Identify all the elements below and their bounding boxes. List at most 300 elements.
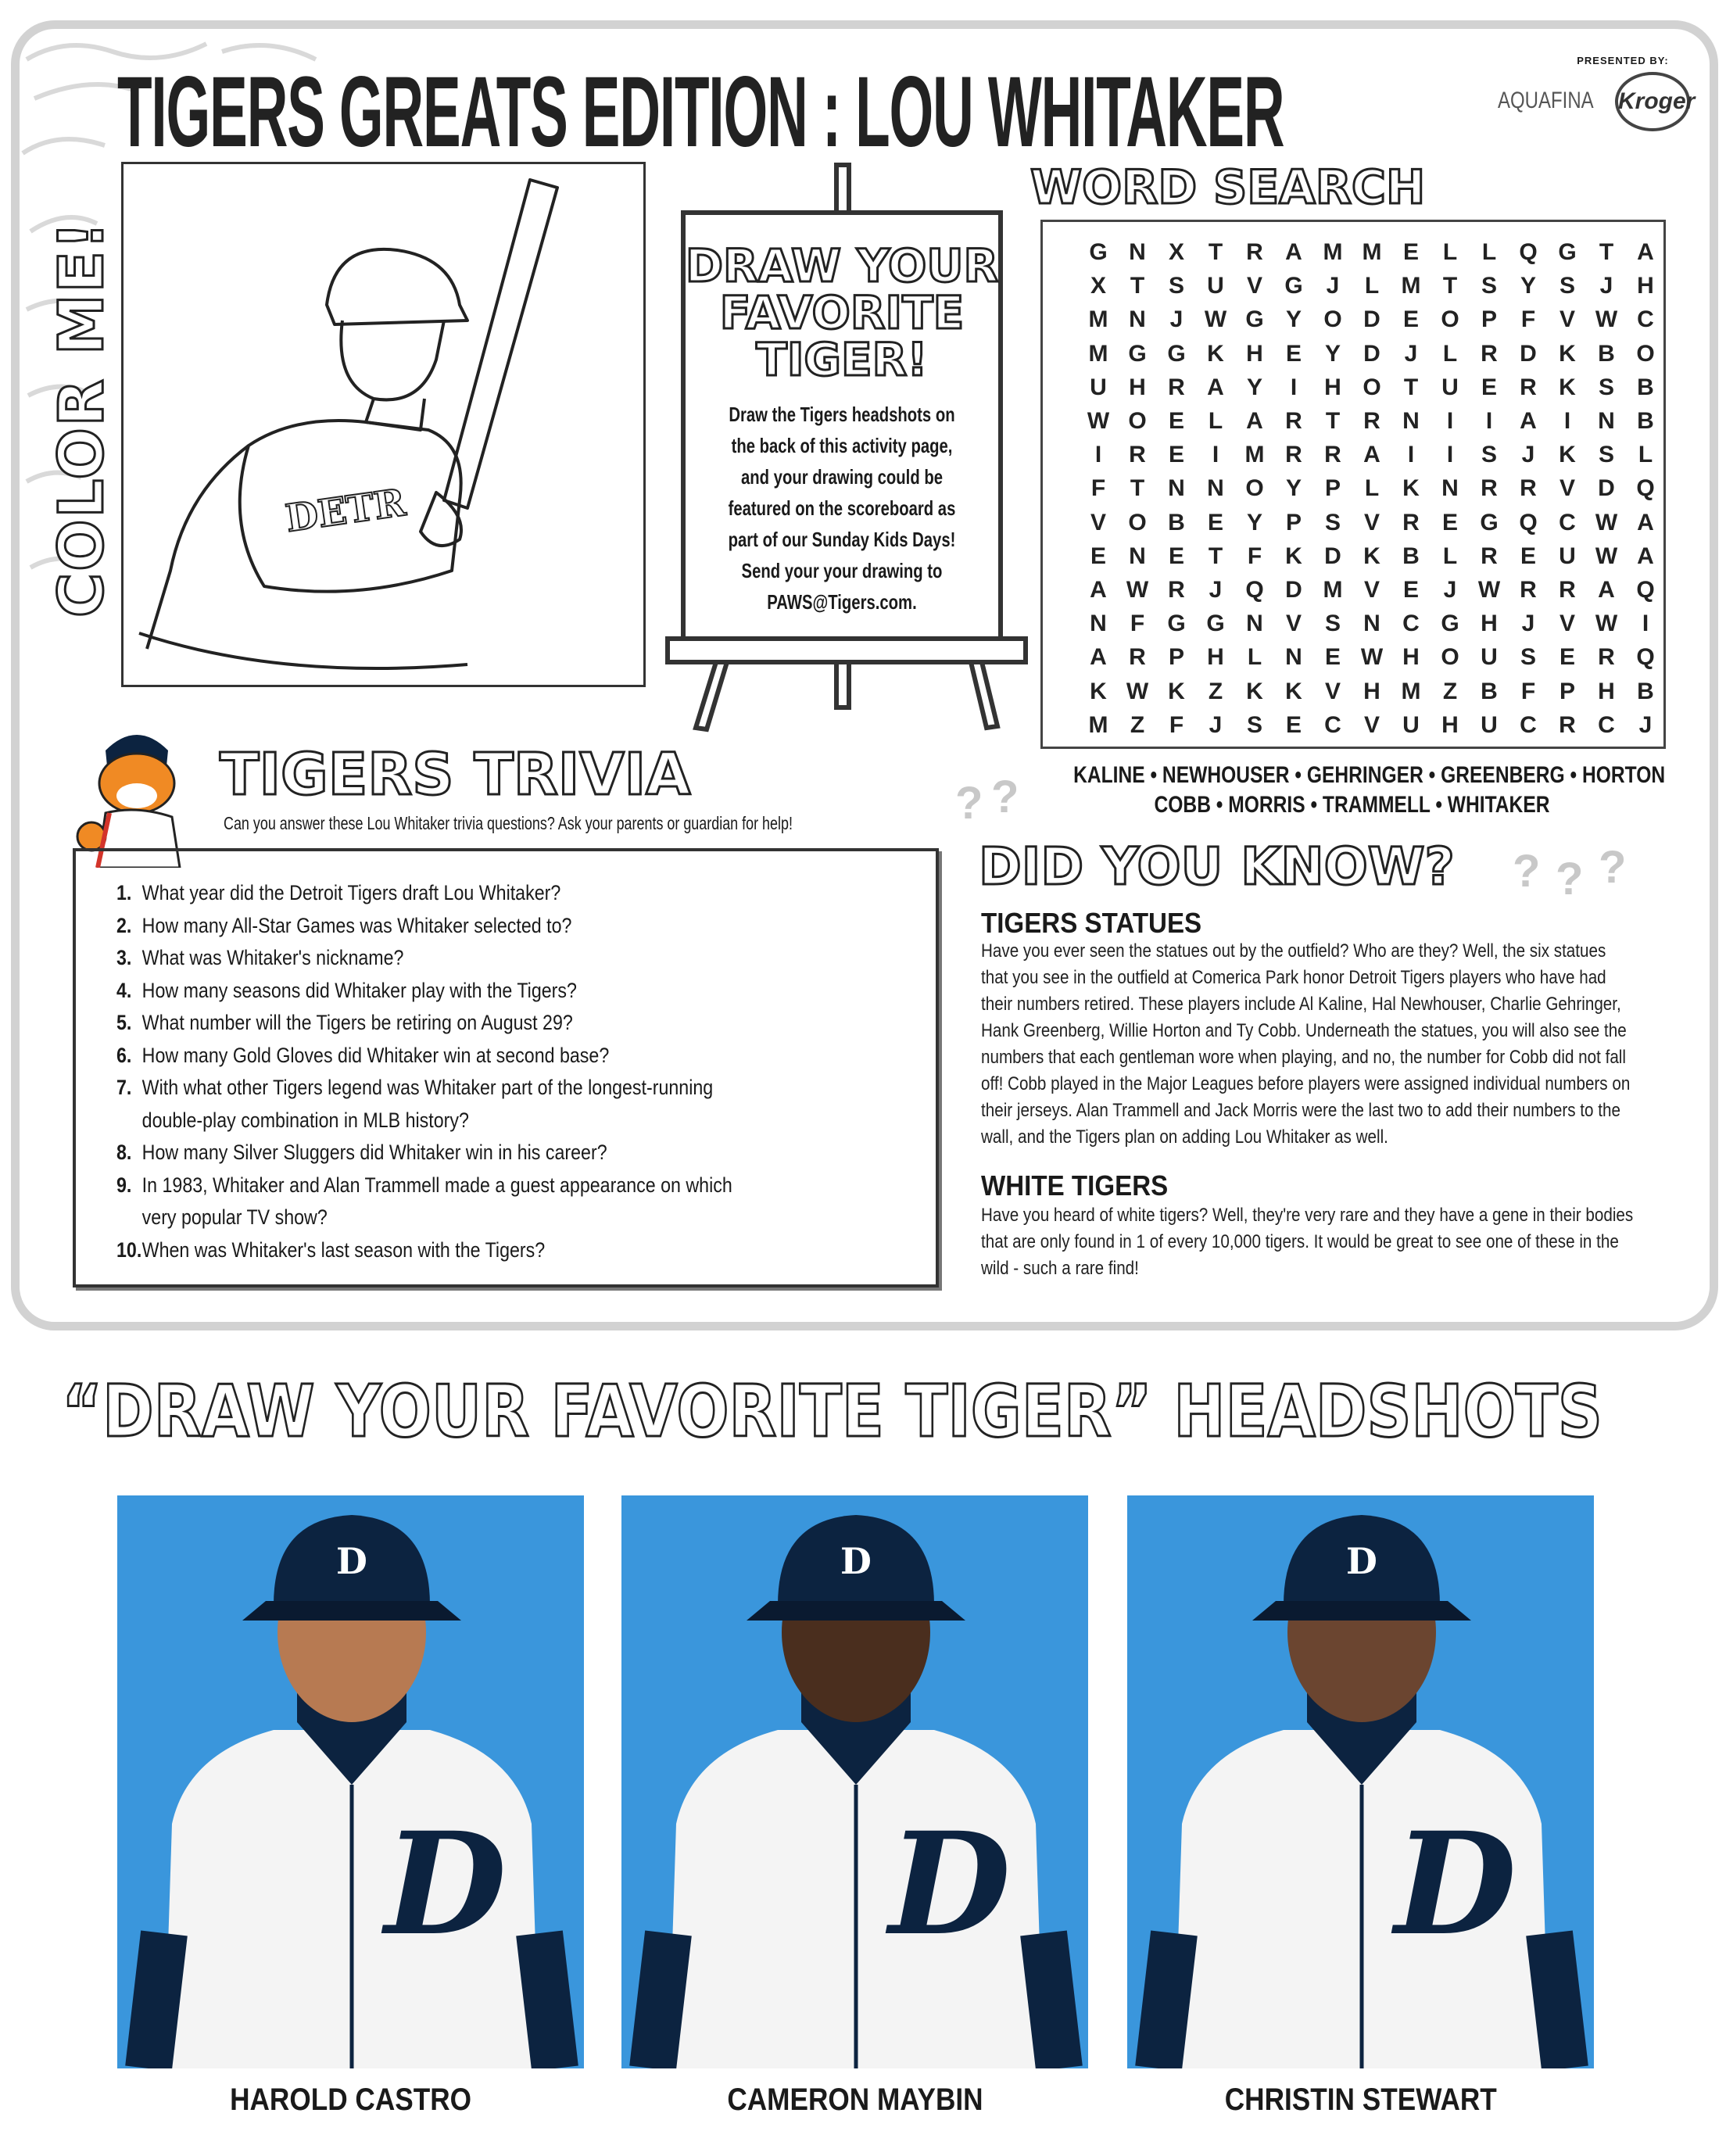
grid-letter: K	[1402, 475, 1420, 502]
grid-letter: E	[1090, 543, 1106, 569]
word-search-grid	[1040, 220, 1666, 749]
jersey-text: DETR	[282, 481, 409, 541]
grid-letter: E	[1520, 543, 1536, 569]
grid-letter: R	[1324, 442, 1341, 468]
grid-letter: P	[1168, 644, 1184, 671]
question-number: 2.	[116, 913, 132, 937]
grid-letter: W	[1595, 306, 1618, 333]
grid-letter: H	[1363, 678, 1380, 704]
easel-text-line: and your drawing could be	[740, 465, 944, 489]
player-headshot-photo	[1127, 1495, 1594, 2068]
grid-letter: L	[1442, 239, 1458, 265]
grid-letter: A	[1637, 509, 1654, 535]
grid-letter: K	[1207, 340, 1224, 367]
grid-letter: W	[1126, 577, 1149, 603]
grid-letter: L	[1364, 273, 1380, 299]
grid-letter: Y	[1285, 475, 1302, 502]
grid-letter: Y	[1246, 374, 1262, 400]
question-number: 10.	[116, 1237, 142, 1262]
grid-letter: L	[1247, 644, 1262, 671]
grid-letter: A	[1637, 239, 1654, 265]
grid-letter: L	[1481, 239, 1497, 265]
grid-letter: N	[1598, 408, 1615, 434]
grid-letter: N	[1207, 475, 1224, 502]
trivia-question	[116, 1141, 607, 1165]
paragraph-line: wild - such a rare find!	[981, 1258, 1139, 1279]
question-mark-icon: ?	[1599, 842, 1627, 893]
grid-letter: B	[1637, 408, 1654, 434]
grid-letter: S	[1598, 374, 1614, 400]
grid-letter: D	[1363, 306, 1380, 333]
grid-letter: E	[1402, 577, 1419, 603]
trivia-question	[116, 1205, 328, 1230]
grid-letter: D	[1520, 340, 1537, 367]
grid-letter: R	[1481, 475, 1498, 502]
grid-letter: E	[1402, 306, 1419, 333]
paragraph-line: that you see in the outfield at Comerica Park honor Detroit Tigers players who have had	[981, 967, 1606, 988]
grid-letter: M	[1088, 340, 1108, 367]
grid-letter: J	[1209, 577, 1223, 603]
trivia-question	[116, 1238, 545, 1262]
question-text: What was Whitaker's nickname?	[141, 946, 404, 969]
grid-letter: R	[1559, 711, 1576, 738]
question-text: In 1983, Whitaker and Alan Trammell made a guest appearance on which	[141, 1173, 732, 1197]
word-list-line	[1008, 762, 1696, 789]
grid-letter: A	[1207, 374, 1224, 400]
question-number: 5.	[116, 1011, 132, 1034]
grid-letter: Y	[1246, 509, 1262, 535]
grid-letter: J	[1521, 611, 1535, 637]
grid-letter: J	[1169, 306, 1183, 333]
grid-letter: O	[1363, 374, 1381, 400]
grid-letter: N	[1168, 475, 1185, 502]
svg-text:D: D	[1346, 1540, 1377, 1582]
grid-letter: C	[1520, 711, 1537, 738]
grid-letter: T	[1130, 475, 1145, 502]
grid-letter: R	[1481, 543, 1498, 569]
grid-letter: L	[1442, 543, 1458, 569]
grid-letter: O	[1245, 475, 1264, 502]
grid-letter: O	[1441, 306, 1459, 333]
question-text: When was Whitaker's last season with the Tigers?	[141, 1237, 546, 1262]
kroger-logo: Kroger	[1615, 72, 1690, 131]
grid-letter: C	[1598, 711, 1615, 738]
grid-letter: D	[1285, 577, 1302, 603]
grid-letter: B	[1481, 678, 1498, 704]
grid-letter: G	[1284, 273, 1303, 299]
trivia-question	[116, 914, 571, 938]
grid-letter: H	[1481, 611, 1498, 637]
easel-instructions	[718, 399, 966, 618]
trivia-question	[116, 979, 577, 1003]
word-list-line	[1008, 792, 1696, 818]
grid-letter: E	[1285, 711, 1302, 738]
grid-letter: T	[1130, 273, 1145, 299]
question-mark-icon: ?	[1556, 854, 1584, 904]
grid-letter: M	[1088, 306, 1108, 333]
grid-letter: F	[1520, 306, 1536, 333]
player-name	[117, 2083, 584, 2118]
grid-letter: W	[1595, 509, 1618, 535]
grid-letter: K	[1559, 340, 1576, 367]
grid-letter: H	[1207, 644, 1224, 671]
question-number: 4.	[116, 978, 132, 1002]
paragraph-line: numbers that each gentleman wore when playing, and no, the number for Cobb did not fall	[981, 1047, 1626, 1068]
grid-letter: T	[1208, 239, 1223, 265]
grid-letter: M	[1401, 678, 1421, 704]
question-number: 1.	[116, 881, 132, 904]
grid-letter: O	[1636, 340, 1655, 367]
word-list-text: COBB • MORRIS • TRAMMELL • WHITAKER	[1155, 792, 1550, 818]
grid-letter: A	[1090, 577, 1107, 603]
trivia-question	[116, 1108, 469, 1133]
grid-letter: T	[1325, 408, 1341, 434]
grid-letter: R	[1520, 475, 1537, 502]
grid-letter: V	[1559, 611, 1575, 637]
grid-letter: R	[1168, 374, 1185, 400]
question-number: 8.	[116, 1141, 132, 1164]
player-figure	[1127, 1495, 1594, 2068]
grid-letter: W	[1126, 678, 1149, 704]
player-name-text: CHRISTIN STEWART	[1224, 2083, 1497, 2117]
grid-letter: H	[1246, 340, 1263, 367]
paragraph-line: Have you heard of white tigers? Well, they're very rare and they have a gene in their bodies	[981, 1205, 1634, 1226]
grid-letter: S	[1481, 442, 1497, 468]
grid-letter: S	[1598, 442, 1614, 468]
grid-letter: N	[1090, 611, 1107, 637]
grid-letter: N	[1129, 543, 1146, 569]
grid-letter: C	[1324, 711, 1341, 738]
grid-letter: S	[1324, 509, 1341, 535]
grid-letter: K	[1246, 678, 1263, 704]
grid-letter: B	[1598, 340, 1615, 367]
grid-letter: R	[1129, 442, 1146, 468]
grid-letter: I	[1094, 442, 1102, 468]
grid-letter: A	[1520, 408, 1537, 434]
grid-letter: P	[1285, 509, 1302, 535]
easel-title-line: TIGER!	[756, 333, 928, 386]
grid-letter: S	[1324, 611, 1341, 637]
grid-letter: G	[1167, 340, 1186, 367]
grid-letter: V	[1285, 611, 1302, 637]
question-number: 9.	[116, 1173, 132, 1197]
grid-letter: B	[1637, 678, 1654, 704]
grid-letter: R	[1481, 340, 1498, 367]
grid-letter: F	[1130, 611, 1145, 637]
grid-letter: S	[1246, 711, 1262, 738]
paragraph-line: Have you ever seen the statues out by the outfield? Who are they? Well, the six statues	[981, 940, 1606, 962]
grid-letter: V	[1324, 678, 1341, 704]
sponsor-block	[1498, 55, 1696, 114]
statues-heading: TIGERS STATUES	[981, 907, 1202, 939]
grid-letter: N	[1129, 306, 1146, 333]
question-text: How many Gold Gloves did Whitaker win at second base?	[141, 1043, 610, 1067]
grid-letter: M	[1401, 273, 1421, 299]
grid-letter: E	[1402, 239, 1419, 265]
word-search-title: WORD SEARCH	[1030, 160, 1426, 215]
question-mark-icon: ?	[991, 772, 1019, 822]
grid-letter: R	[1168, 577, 1185, 603]
grid-letter: X	[1090, 273, 1106, 299]
grid-letter: R	[1402, 509, 1420, 535]
svg-text:D: D	[384, 1802, 507, 1967]
grid-letter: W	[1360, 644, 1384, 671]
grid-letter: U	[1441, 374, 1459, 400]
grid-letter: J	[1599, 273, 1613, 299]
grid-letter: T	[1403, 374, 1419, 400]
grid-letter: S	[1168, 273, 1184, 299]
grid-letter: L	[1208, 408, 1223, 434]
grid-letter: A	[1637, 543, 1654, 569]
question-number: 7.	[116, 1076, 132, 1099]
player-name	[621, 2083, 1088, 2118]
player-headshot-photo	[621, 1495, 1088, 2068]
color-me-label: COLOR ME!	[47, 220, 117, 618]
grid-letter: I	[1485, 408, 1493, 434]
svg-text:D: D	[840, 1540, 872, 1582]
headshots-title: “DRAW YOUR FAVORITE TIGER” HEADSHOTS	[62, 1370, 1602, 1453]
did-you-know-title: DID YOU KNOW?	[979, 836, 1455, 897]
grid-letter: N	[1402, 408, 1420, 434]
grid-letter: E	[1441, 509, 1458, 535]
grid-letter: U	[1207, 273, 1224, 299]
grid-letter: Q	[1519, 239, 1538, 265]
grid-letter: G	[1206, 611, 1225, 637]
grid-letter: C	[1559, 509, 1576, 535]
grid-letter: P	[1481, 306, 1497, 333]
trivia-question	[116, 946, 403, 970]
grid-letter: J	[1443, 577, 1457, 603]
grid-letter: R	[1559, 577, 1576, 603]
player-name	[1127, 2083, 1594, 2118]
easel-text-line: PAWS@Tigers.com.	[767, 590, 917, 614]
grid-letter: C	[1637, 306, 1654, 333]
question-text: What year did the Detroit Tigers draft Lou Whitaker?	[141, 881, 561, 904]
grid-letter: K	[1285, 543, 1302, 569]
grid-letter: Y	[1285, 306, 1302, 333]
grid-letter: N	[1246, 611, 1263, 637]
grid-letter: E	[1207, 509, 1223, 535]
grid-letter: R	[1285, 408, 1302, 434]
grid-letter: D	[1363, 340, 1380, 367]
grid-letter: E	[1559, 644, 1575, 671]
grid-letter: L	[1364, 475, 1380, 502]
grid-letter: X	[1168, 239, 1184, 265]
statues-text	[981, 938, 1707, 1151]
grid-letter: O	[1128, 408, 1147, 434]
grid-letter: H	[1402, 644, 1420, 671]
grid-letter: M	[1323, 239, 1343, 265]
easel-text-line: Send your your drawing to	[741, 559, 943, 582]
question-mark-icon: ?	[1513, 846, 1541, 897]
grid-letter: W	[1477, 577, 1501, 603]
grid-letter: J	[1326, 273, 1340, 299]
grid-letter: R	[1363, 408, 1380, 434]
grid-letter: R	[1520, 577, 1537, 603]
paws-mascot-icon	[74, 719, 203, 868]
white-tigers-heading: WHITE TIGERS	[981, 1169, 1169, 1202]
grid-letter: U	[1559, 543, 1576, 569]
grid-letter: K	[1090, 678, 1107, 704]
grid-letter: E	[1324, 644, 1341, 671]
easel-text-line: the back of this activity page,	[731, 434, 953, 457]
presented-by-label: PRESENTED BY:	[1577, 55, 1669, 66]
grid-letter: D	[1598, 475, 1615, 502]
grid-letter: U	[1090, 374, 1107, 400]
svg-text:D: D	[888, 1802, 1012, 1967]
grid-letter: I	[1446, 442, 1454, 468]
svg-text:D: D	[336, 1540, 367, 1582]
grid-letter: J	[1404, 340, 1418, 367]
paragraph-line: off! Cobb played in the Major Leagues before players were assigned individual numbers on	[981, 1073, 1631, 1094]
grid-letter: S	[1559, 273, 1575, 299]
grid-letter: E	[1168, 543, 1184, 569]
grid-letter: A	[1246, 408, 1263, 434]
grid-letter: J	[1209, 711, 1223, 738]
grid-letter: I	[1446, 408, 1454, 434]
grid-letter: Z	[1442, 678, 1458, 704]
grid-letter: B	[1637, 374, 1654, 400]
grid-letter: R	[1246, 239, 1263, 265]
grid-letter: W	[1595, 611, 1618, 637]
grid-letter: L	[1638, 442, 1653, 468]
grid-letter: F	[1520, 678, 1536, 704]
easel-text-line: part of our Sunday Kids Days!	[728, 528, 956, 551]
question-text: What number will the Tigers be retiring on August 29?	[141, 1011, 573, 1034]
grid-letter: E	[1168, 408, 1184, 434]
grid-letter: F	[1247, 543, 1262, 569]
grid-letter: S	[1481, 273, 1497, 299]
player-figure	[117, 1495, 584, 2068]
question-text: How many Silver Sluggers did Whitaker win in his career?	[141, 1141, 607, 1164]
grid-letter: G	[1441, 611, 1459, 637]
grid-letter: E	[1481, 374, 1497, 400]
paragraph-line: their numbers retired. These players include Al Kaline, Hal Newhouser, Charlie Gehringer,	[981, 994, 1621, 1015]
grid-letter: U	[1481, 711, 1498, 738]
grid-letter: G	[1245, 306, 1264, 333]
grid-letter: I	[1407, 442, 1415, 468]
grid-letter: O	[1323, 306, 1342, 333]
grid-letter: N	[1363, 611, 1380, 637]
grid-letter: T	[1599, 239, 1614, 265]
question-text: How many seasons did Whitaker play with the Tigers?	[141, 978, 577, 1002]
grid-letter: P	[1324, 475, 1341, 502]
coloring-picture	[121, 162, 646, 687]
grid-letter: W	[1087, 408, 1110, 434]
grid-letter: A	[1285, 239, 1302, 265]
player-name-text: CAMERON MAYBIN	[726, 2083, 983, 2117]
trivia-question	[116, 1011, 573, 1035]
trivia-question	[116, 1076, 713, 1100]
grid-letter: Y	[1520, 273, 1536, 299]
paragraph-line: Hank Greenberg, Willie Horton and Ty Cobb. Underneath the statues, you will also see the	[981, 1020, 1627, 1041]
grid-letter: L	[1442, 340, 1458, 367]
question-number: 3.	[116, 946, 132, 969]
grid-letter: V	[1090, 509, 1106, 535]
grid-letter: I	[1212, 442, 1219, 468]
grid-letter: H	[1598, 678, 1615, 704]
grid-letter: A	[1363, 442, 1380, 468]
grid-letter: K	[1285, 678, 1302, 704]
grid-letter: Y	[1324, 340, 1341, 367]
svg-text:D: D	[1394, 1802, 1517, 1967]
grid-letter: S	[1520, 644, 1536, 671]
easel-title-line: DRAW YOUR	[685, 239, 999, 292]
question-text: How many All-Star Games was Whitaker selected to?	[141, 913, 572, 937]
grid-letter: Q	[1636, 475, 1655, 502]
grid-letter: A	[1090, 644, 1107, 671]
grid-letter: E	[1285, 340, 1302, 367]
grid-letter: G	[1167, 611, 1186, 637]
question-text: double-play combination in MLB history?	[141, 1108, 469, 1132]
grid-letter: G	[1089, 239, 1108, 265]
question-text: very popular TV show?	[141, 1205, 328, 1229]
grid-letter: I	[1290, 374, 1298, 400]
grid-letter: Z	[1208, 678, 1223, 704]
grid-letter: V	[1363, 509, 1380, 535]
grid-letter: H	[1441, 711, 1459, 738]
trivia-question	[116, 1173, 732, 1198]
grid-letter: V	[1363, 711, 1380, 738]
grid-letter: A	[1598, 577, 1615, 603]
grid-letter: E	[1168, 442, 1184, 468]
player-headshot-photo	[117, 1495, 584, 2068]
grid-letter: K	[1559, 374, 1576, 400]
grid-letter: U	[1481, 644, 1498, 671]
grid-letter: H	[1129, 374, 1146, 400]
grid-letter: J	[1521, 442, 1535, 468]
grid-letter: U	[1402, 711, 1420, 738]
white-tigers-text	[981, 1202, 1707, 1282]
grid-letter: G	[1558, 239, 1577, 265]
trivia-questions-box	[73, 848, 939, 1288]
word-list-text: KALINE • NEWHOUSER • GEHRINGER • GREENBERG • HORTON	[1073, 762, 1666, 788]
easel-board	[683, 239, 1001, 618]
player-figure	[621, 1495, 1088, 2068]
easel-text-line: Draw the Tigers headshots on	[729, 403, 955, 426]
grid-letter: M	[1323, 577, 1343, 603]
grid-letter: P	[1559, 678, 1575, 704]
question-mark-icon: ?	[955, 778, 983, 829]
player-name-text: HAROLD CASTRO	[230, 2083, 471, 2117]
grid-letter: Q	[1519, 509, 1538, 535]
paragraph-line: wall, and the Tigers plan on adding Lou Whitaker as well.	[981, 1126, 1388, 1148]
trivia-question	[116, 881, 560, 905]
grid-letter: M	[1088, 711, 1108, 738]
question-number: 6.	[116, 1043, 132, 1067]
grid-letter: D	[1324, 543, 1341, 569]
grid-letter: R	[1520, 374, 1537, 400]
paragraph-line: their jerseys. Alan Trammell and Jack Morris were the last two to add their numbers to the	[981, 1100, 1620, 1121]
grid-letter: K	[1363, 543, 1380, 569]
grid-letter: I	[1642, 611, 1649, 637]
grid-letter: W	[1595, 543, 1618, 569]
easel-title-line: FAVORITE	[719, 286, 965, 339]
grid-letter: K	[1559, 442, 1576, 468]
grid-letter: F	[1090, 475, 1106, 502]
grid-letter: I	[1563, 408, 1571, 434]
trivia-question	[116, 1044, 609, 1068]
grid-letter: J	[1638, 711, 1653, 738]
grid-letter: R	[1285, 442, 1302, 468]
grid-letter: C	[1402, 611, 1420, 637]
grid-letter: M	[1362, 239, 1382, 265]
grid-letter: B	[1402, 543, 1420, 569]
grid-letter: H	[1637, 273, 1654, 299]
grid-letter: N	[1129, 239, 1146, 265]
question-text: With what other Tigers legend was Whitaker part of the longest-running	[141, 1076, 714, 1099]
grid-letter: T	[1442, 273, 1458, 299]
